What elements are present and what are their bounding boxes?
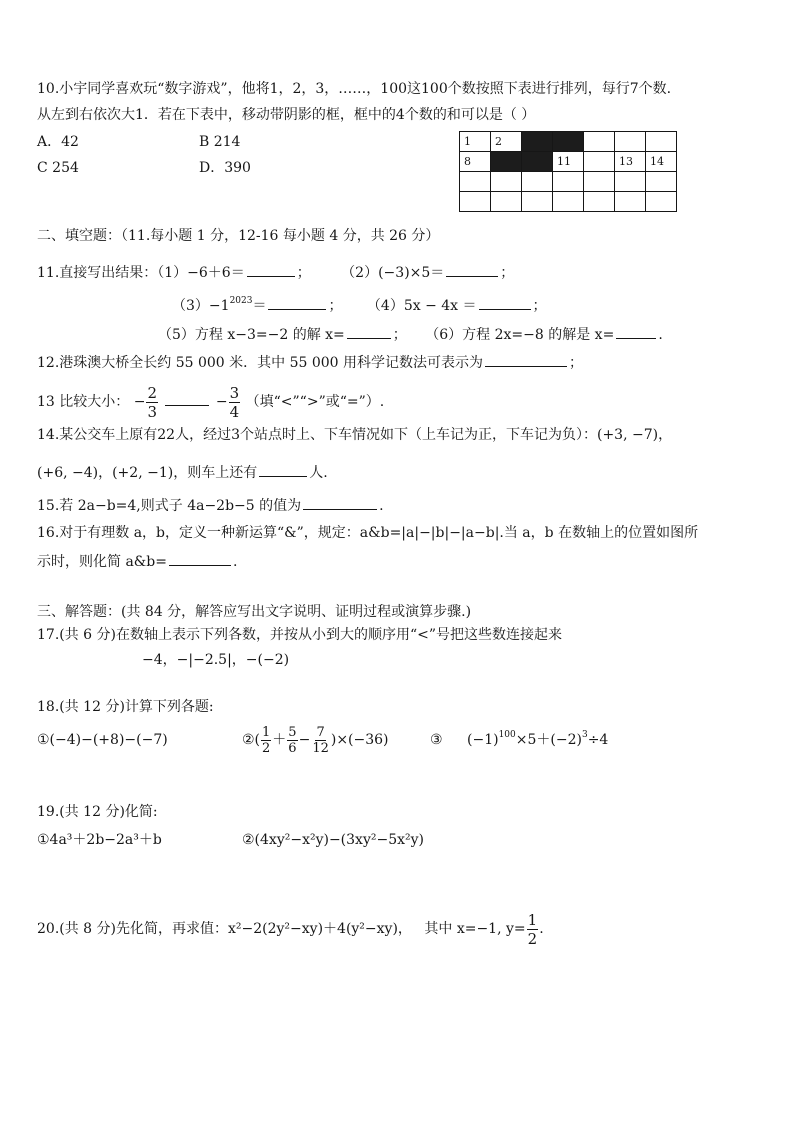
q10-option-b: B 214 xyxy=(199,134,241,150)
q13-lead: 13 比较大小： xyxy=(37,394,130,410)
q14-line2-text: (+6, −4)，(+2, −1)，则车上还有 xyxy=(37,465,258,481)
grid-cell-shaded xyxy=(522,152,553,172)
q11-separator: ； xyxy=(392,327,407,343)
q20-end: . xyxy=(539,921,544,937)
grid-cell: 1 xyxy=(460,132,491,152)
q18-fraction-2 xyxy=(287,725,297,756)
grid-cell: 8 xyxy=(460,152,491,172)
q20-numerator: 1 xyxy=(527,910,538,929)
q20-lead: 20.(共 8 分)先化简，再求值： xyxy=(37,921,228,937)
q18-e2-open: ②( xyxy=(242,732,261,748)
q18-e3-part-a: (−1) xyxy=(467,732,499,748)
q16-line2 xyxy=(37,551,237,572)
q11-part3-eq: ＝ xyxy=(252,298,267,314)
q11-part2-lead: （2） xyxy=(341,265,379,281)
q18-expression-3 xyxy=(430,730,608,750)
q18-f2-denominator: 6 xyxy=(288,740,297,756)
grid-cell: 11 xyxy=(553,152,584,172)
q10-option-c: C 254 xyxy=(37,160,79,176)
q13-line xyxy=(37,383,384,421)
q10-option-a: A．42 xyxy=(37,134,79,150)
q18-f1-denominator: 2 xyxy=(262,740,271,756)
q11-separator: ； xyxy=(500,265,515,281)
grid-cell xyxy=(553,192,584,212)
q18-e2-tail: )×(−36) xyxy=(330,732,389,748)
q10-option-d: D．390 xyxy=(199,160,251,176)
q12-text: 12.港珠澳大桥全长约 55 000 米．其中 55 000 用科学记数法可表示为 xyxy=(37,355,484,371)
q11-line3 xyxy=(158,324,663,345)
q12-line xyxy=(37,352,583,373)
q10-line2: 从左到右依次大1．若在下表中，移动带阴影的框，框中的4个数的和可以是（ ） xyxy=(37,107,536,123)
number-grid-table xyxy=(459,131,677,212)
q11-part3-base: −1 xyxy=(208,298,230,314)
q11-answer-blank-4[interactable] xyxy=(479,295,531,310)
q18-f3-numerator: 7 xyxy=(316,724,325,740)
q15-end: . xyxy=(379,498,384,514)
q11-end: . xyxy=(658,327,663,343)
q18-e3-mark: ③ xyxy=(430,732,443,748)
grid-cell: 14 xyxy=(646,152,677,172)
q13-denominator-2: 4 xyxy=(229,402,240,421)
q18-f2-numerator: 5 xyxy=(288,724,297,740)
q18-fraction-1 xyxy=(261,725,271,756)
q18-e3-exp-2: 3 xyxy=(581,730,588,740)
q12-end: ； xyxy=(569,355,584,371)
q13-answer-blank[interactable] xyxy=(165,391,209,406)
q18-expression-2: ②( $\frac{1}{2}$ ＋ $\frac{5}{6}$ − $\frac{7}{12}$ )×(−36) xyxy=(242,724,389,756)
q11-line1 xyxy=(37,262,514,283)
q11-part2: (−3)×5＝ xyxy=(378,265,445,281)
q13-denominator-1: 3 xyxy=(147,402,157,421)
q20-line xyxy=(37,910,544,948)
q13-fraction-2 xyxy=(229,384,241,421)
q16-line1: 16.对于有理数 a，b，定义一种新运算“&”，规定：a&b=|a|−|b|−|a−b|.当 a，b 在数轴上的位置如图所 xyxy=(37,525,699,541)
grid-cell xyxy=(646,172,677,192)
grid-cell xyxy=(615,132,646,152)
grid-cell xyxy=(522,172,553,192)
q19-heading: 19.(共 12 分)化简: xyxy=(37,804,158,820)
grid-cell-shaded xyxy=(522,132,553,152)
grid-row xyxy=(460,132,677,152)
q11-separator: ； xyxy=(328,298,343,314)
q13-fraction-1 xyxy=(146,384,158,421)
q17-numbers: −4，−|−2.5|，−(−2) xyxy=(142,652,290,668)
q18-e3-part-c: ÷4 xyxy=(587,732,609,748)
q19-expression-1: ①4a³＋2b−2a³＋b xyxy=(37,832,162,848)
q11-part6: （6）方程 2x=−8 的解是 x= xyxy=(425,327,615,343)
q13-minus-1: − xyxy=(133,394,146,410)
grid-cell xyxy=(584,192,615,212)
q11-part5: （5）方程 x−3=−2 的解 x= xyxy=(158,327,345,343)
q11-answer-blank-6[interactable] xyxy=(616,324,656,339)
q13-numerator-2: 3 xyxy=(229,383,240,402)
q18-heading: 18.(共 12 分)计算下列各题: xyxy=(37,699,214,715)
q11-part4: 5x − 4x ＝ xyxy=(403,298,477,314)
q11-part4-lead: （4） xyxy=(366,298,404,314)
grid-cell xyxy=(646,192,677,212)
grid-cell xyxy=(615,192,646,212)
grid-row xyxy=(460,172,677,192)
grid-cell xyxy=(584,152,615,172)
q18-e3-part-b: ×5＋(−2) xyxy=(515,732,582,748)
q11-separator: ； xyxy=(532,298,547,314)
q11-separator: ； xyxy=(296,265,311,281)
grid-cell xyxy=(615,172,646,192)
q14-line2-end: 人. xyxy=(309,465,328,481)
grid-row xyxy=(460,152,677,172)
grid-cell xyxy=(522,192,553,212)
grid-cell xyxy=(553,172,584,192)
grid-cell xyxy=(584,132,615,152)
q14-answer-blank[interactable] xyxy=(259,462,307,477)
grid-cell: 13 xyxy=(615,152,646,172)
q15-answer-blank[interactable] xyxy=(303,495,377,510)
q11-part1: −6＋6＝ xyxy=(187,265,245,281)
q13-hint: （填“<”“>”或“=”）. xyxy=(245,394,385,410)
q20-denominator: 2 xyxy=(527,929,538,948)
grid-cell-shaded xyxy=(553,132,584,152)
q10-line1: 10.小宇同学喜欢玩“数字游戏”，他将1，2，3，……，100这100个数按照下表进行排列，每行7个数. xyxy=(37,81,672,97)
q20-expression: x²−2(2y²−xy)＋4(y²−xy)， xyxy=(228,921,412,937)
grid-cell xyxy=(460,172,491,192)
section-3-heading: 三、解答题：(共 84 分，解答应写出文字说明、证明过程或演算步骤.) xyxy=(37,604,472,620)
q18-e3-exp-1: 100 xyxy=(498,730,516,740)
q11-answer-blank-5[interactable] xyxy=(347,324,391,339)
q16-answer-blank[interactable] xyxy=(169,551,231,566)
q15-text: 15.若 2a−b=4,则式子 4a−2b−5 的值为 xyxy=(37,498,302,514)
q14-line2 xyxy=(37,462,328,483)
q18-f3-denominator: 12 xyxy=(312,740,329,756)
q11-part3-lead: （3） xyxy=(172,298,209,314)
q14-line1: 14.某公交车上原有22人，经过3个站点时上、下车情况如下（上车记为正，下车记为负）：(+3, −7)， xyxy=(37,427,673,443)
q11-part3-exponent: 2023 xyxy=(229,296,253,306)
q18-f1-numerator: 1 xyxy=(262,724,271,740)
grid-cell-shaded xyxy=(491,152,522,172)
grid-row xyxy=(460,192,677,212)
q18-expression-1: ①(−4)−(+8)−(−7) xyxy=(37,732,168,748)
q12-answer-blank[interactable] xyxy=(485,352,567,367)
grid-cell: 2 xyxy=(491,132,522,152)
grid-cell xyxy=(460,192,491,212)
q13-numerator-1: 2 xyxy=(147,383,157,402)
q13-minus-2: − xyxy=(215,394,228,410)
q16-end: . xyxy=(232,554,238,570)
q11-line2 xyxy=(172,295,547,316)
q18-fraction-3 xyxy=(311,725,330,756)
q16-line2-text: 示时，则化简 a&b= xyxy=(37,554,167,570)
q11-answer-blank-2[interactable] xyxy=(446,262,498,277)
q19-expression-2: ②(4xy²−x²y)−(3xy²−5x²y) xyxy=(242,832,424,848)
q11-head: 11.直接写出结果：（1） xyxy=(37,265,188,281)
grid-cell xyxy=(646,132,677,152)
grid-cell xyxy=(491,192,522,212)
q17-line: 17.(共 6 分)在数轴上表示下列各数，并按从小到大的顺序用“<”号把这些数连接起来 xyxy=(37,627,563,643)
q11-answer-blank-1[interactable] xyxy=(247,262,295,277)
grid-cell xyxy=(584,172,615,192)
grid-cell xyxy=(491,172,522,192)
q20-condition: 其中 x=−1, y= xyxy=(424,921,526,937)
q20-fraction xyxy=(527,911,539,948)
q15-line xyxy=(37,495,384,516)
section-2-heading: 二、填空题：（11.每小题 1 分，12-16 每小题 4 分，共 26 分） xyxy=(37,228,440,244)
q11-answer-blank-3[interactable] xyxy=(268,295,326,310)
